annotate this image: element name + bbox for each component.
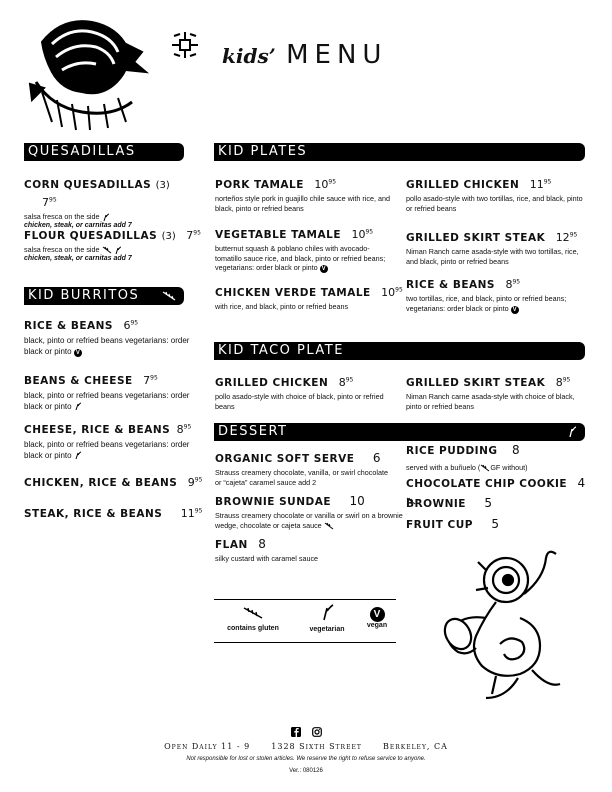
- menu-item: [24, 504, 209, 522]
- item-name: STEAK, RICE & BEANS: [24, 508, 163, 520]
- item-price: $8^{95}$: [505, 278, 521, 291]
- wheat-icon: [480, 464, 490, 472]
- item-desc: norteños style pork in guajillo chile sauce with rice, and black, pinto or refried beans: [215, 194, 390, 213]
- item-price: 8: [258, 537, 266, 551]
- menu-item: [24, 316, 204, 357]
- menu-item: [215, 283, 405, 312]
- item-name: GRILLED SKIRT STEAK: [406, 377, 546, 389]
- legend-gluten: [222, 606, 284, 632]
- menu-item: [215, 535, 395, 564]
- vegan-badge: V: [512, 306, 517, 313]
- item-desc: Strauss creamery chocolate, vanilla, or swirl chocolate or “cajeta” caramel sauce add 2: [215, 468, 388, 487]
- item-price: 6: [372, 451, 381, 465]
- wheat-icon: [102, 246, 112, 254]
- menu-item: [24, 420, 204, 461]
- city: Berkeley, CA: [382, 742, 448, 751]
- menu-item: [215, 373, 395, 411]
- item-name: BEANS & CHEESE: [24, 375, 133, 387]
- legend-vegetarian: [302, 604, 352, 633]
- item-price: $8^{95}$: [176, 423, 192, 436]
- item-price: $7^{95}$: [186, 229, 201, 242]
- menu-item: [215, 492, 405, 530]
- section-label: KID BURRITOS: [28, 288, 140, 303]
- item-desc: pollo asado-style with two tortillas, rice, and black, pinto or refried beans: [406, 194, 583, 213]
- menu-item: [406, 275, 586, 314]
- version: Ver.: 080126: [289, 768, 323, 774]
- vegetarian-icon: [114, 246, 122, 255]
- item-desc: served with a buñuelo (: [406, 463, 481, 472]
- section-label: KID PLATES: [218, 144, 308, 159]
- street-address: 1328 Sixth Street: [271, 742, 362, 751]
- menu-item: [406, 228, 586, 266]
- menu-item: [215, 225, 395, 273]
- menu-item: [24, 473, 209, 491]
- facebook-icon[interactable]: [291, 727, 301, 737]
- item-desc: Niman Ranch carne asada-style with two tortillas, rice, and black, pinto or refried beans: [406, 247, 579, 266]
- section-dessert: [214, 423, 585, 441]
- item-price: $10^{95}$: [314, 178, 337, 191]
- vegetarian-icon: [567, 426, 577, 438]
- menu-item: [406, 373, 586, 411]
- item-name: FLAN: [215, 539, 248, 551]
- item-price: $12^{95}$: [555, 231, 578, 244]
- vegetarian-icon: [74, 402, 82, 411]
- wheat-icon: [242, 606, 264, 620]
- item-price: 4: [577, 476, 586, 490]
- item-price: $7^{95}$: [42, 196, 57, 209]
- menu-item: [406, 441, 586, 473]
- wheat-icon: [162, 291, 176, 301]
- item-name: GRILLED SKIRT STEAK: [406, 232, 546, 244]
- item-price: 8: [511, 443, 520, 457]
- item-desc: two tortillas, rice, and black, pinto or refried beans; vegetarians: order black or pinto: [406, 294, 567, 313]
- vegan-icon: V: [370, 607, 385, 622]
- item-desc: with rice, and black, pinto or refried beans: [215, 302, 349, 311]
- item-price: $8^{95}$: [338, 376, 354, 389]
- item-desc: black, pinto or refried beans vegetarians: order black or pinto: [24, 440, 190, 460]
- monkey-illustration: [436, 548, 566, 706]
- menu-item: [406, 175, 586, 213]
- item-price: $10^{95}$: [351, 228, 374, 241]
- item-name: CHICKEN, RICE & BEANS: [24, 477, 178, 489]
- legend-box: [214, 599, 396, 643]
- item-desc: silky custard with caramel sauce: [215, 554, 319, 563]
- item-desc: pollo asado-style with choice of black, pinto or refried beans: [215, 392, 384, 411]
- vegetarian-icon: [74, 451, 82, 460]
- item-name: GRILLED CHICKEN: [406, 179, 520, 191]
- item-addon: chicken, steak, or carnitas add 7: [24, 221, 132, 229]
- section-kid-plates: [214, 143, 585, 161]
- item-name: CHICKEN VERDE TAMALE: [215, 287, 371, 299]
- vegan-badge: V: [321, 266, 326, 272]
- menu-item: [215, 449, 395, 487]
- item-desc: Niman Ranch carne asada-style with choice of black, pinto or refried beans: [406, 392, 575, 411]
- legend-label: contains gluten: [227, 625, 279, 632]
- menu-title: [222, 40, 387, 70]
- section-kid-taco-plate: [214, 342, 585, 360]
- item-name: BROWNIE SUNDAE: [215, 496, 332, 508]
- menu-item: [24, 175, 204, 229]
- item-name: PORK TAMALE: [215, 179, 304, 191]
- menu-item: [24, 226, 209, 262]
- item-price: 10: [349, 494, 365, 508]
- item-name: VEGETABLE TAMALE: [215, 229, 341, 241]
- vegan-badge: V: [75, 350, 80, 356]
- item-name: GRILLED CHICKEN: [215, 377, 329, 389]
- section-kid-burritos: [24, 287, 184, 305]
- item-desc: Strauss creamery chocolate or vanilla or swirl on a brownie wedge, chocolate or cajeta sauce: [215, 511, 403, 530]
- section-label: KID TACO PLATE: [218, 343, 344, 358]
- section-label: DESSERT: [218, 424, 288, 439]
- ornament-logo: [170, 30, 200, 60]
- item-price: $9^{95}$: [187, 476, 203, 489]
- opening-hours: Open Daily 11 - 9: [164, 742, 251, 751]
- menu-item: [215, 175, 395, 213]
- item-name: CHEESE, RICE & BEANS: [24, 424, 171, 436]
- item-desc: butternut squash & poblano chiles with avocado-tomatillo sauce rice, and black, pinto or refried beans; vegetarians: order black or pinto: [215, 244, 386, 272]
- item-desc: black, pinto or refried beans vegetarians: order black or pinto: [24, 391, 190, 411]
- item-price: $8^{95}$: [555, 376, 571, 389]
- legend-label: vegetarian: [309, 626, 345, 633]
- item-name: CHOCOLATE CHIP COOKIE: [406, 478, 568, 490]
- item-desc: black, pinto or refried beans vegetarians: order black or pinto: [24, 336, 190, 356]
- disclaimer: Not responsible for lost or stolen articles. We reserve the right to refuse service to anyone.: [186, 756, 426, 762]
- item-price: 5: [491, 517, 500, 531]
- item-name: RICE & BEANS: [406, 279, 495, 291]
- menu-item: [406, 515, 586, 533]
- vegetarian-icon: [320, 604, 334, 621]
- item-price: $7^{95}$: [143, 374, 158, 387]
- instagram-icon[interactable]: [312, 727, 322, 737]
- wheat-icon: [324, 522, 334, 530]
- item-name: FRUIT CUP: [406, 519, 473, 531]
- item-desc: salsa fresca on the side: [24, 245, 100, 254]
- legend-vegan: [360, 604, 394, 629]
- section-label: QUESADILLAS: [28, 144, 136, 159]
- vegetarian-icon: [102, 213, 110, 222]
- item-price: $10^{95}$: [381, 286, 403, 299]
- item-desc: salsa fresca on the side: [24, 212, 100, 221]
- menu-word: MENU: [286, 40, 388, 70]
- menu-item: [24, 371, 204, 412]
- item-price: 5: [484, 496, 493, 510]
- item-addon: chicken, steak, or carnitas add 7: [24, 254, 132, 262]
- item-name: FLOUR QUESADILLAS: [24, 230, 158, 242]
- section-quesadillas: [24, 143, 184, 161]
- item-desc-suffix: GF without): [490, 463, 528, 472]
- item-name: ORGANIC SOFT SERVE: [215, 453, 355, 465]
- kids-script: kids’: [222, 44, 276, 68]
- item-name: RICE & BEANS: [24, 320, 113, 332]
- menu-item: [406, 494, 586, 512]
- bird-illustration: [22, 12, 150, 132]
- item-name: BROWNIE: [406, 498, 466, 510]
- item-price: $11^{95}$: [180, 507, 203, 520]
- item-price: $11^{95}$: [529, 178, 552, 191]
- item-name: CORN QUESADILLAS: [24, 179, 152, 191]
- footer-info: [0, 742, 612, 751]
- item-name: RICE PUDDING: [406, 445, 498, 457]
- item-qty: (3): [155, 180, 170, 191]
- item-qty: (3): [161, 231, 176, 242]
- legend-label: vegan: [366, 622, 388, 629]
- item-price: $6^{95}$: [123, 319, 139, 332]
